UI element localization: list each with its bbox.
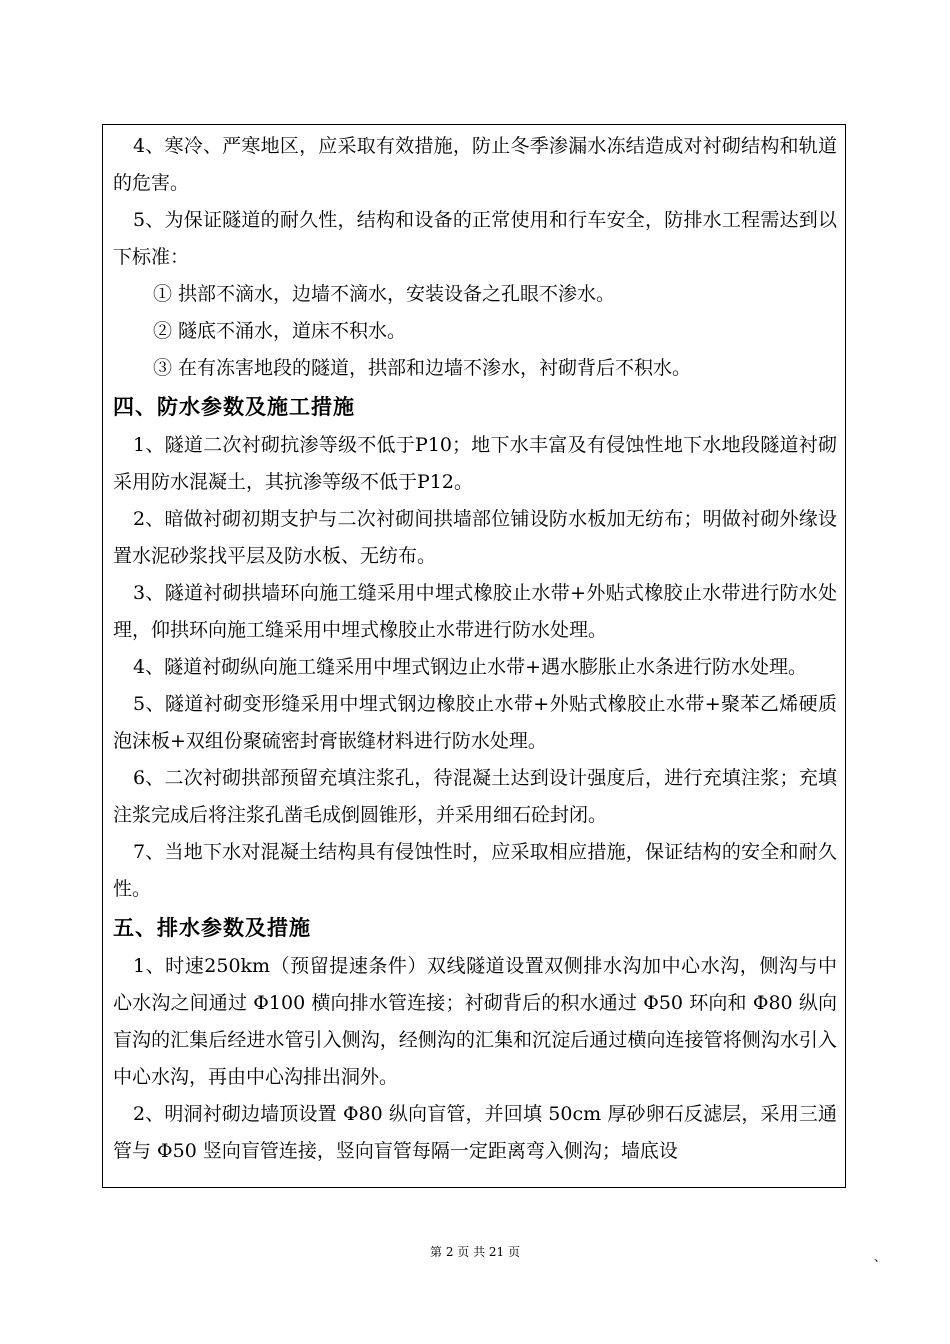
- waterproof-item-7: 7、当地下水对混凝土结构具有侵蚀性时，应采取相应措施，保证结构的安全和耐久性。: [113, 841, 837, 900]
- waterproof-item-5: 5、隧道衬砌变形缝采用中埋式钢边橡胶止水带+外贴式橡胶止水带+聚苯乙烯硬质泡沫板+双组份聚硫密封膏嵌缝材料进行防水处理。: [113, 693, 837, 752]
- section-heading-5: 五、排水参数及措施: [113, 916, 311, 940]
- waterproof-item-4: 4、隧道衬砌纵向施工缝采用中埋式钢边止水带+遇水膨胀止水条进行防水处理。: [133, 656, 808, 678]
- document-frame: [102, 124, 846, 1188]
- corner-mark: 、: [874, 1250, 887, 1264]
- drainage-item-2: 2、明洞衬砌边墙顶设置 Φ80 纵向盲管，并回填 50cm 厚砂卵石反滤层，采用三通管与 Φ50 竖向盲管连接，竖向盲管每隔一定距离弯入侧沟；墙底设: [113, 1103, 837, 1162]
- drainage-item-1: 1、时速250km（预留提速条件）双线隧道设置双侧排水沟加中心水沟，侧沟与中心水沟之间通过 Φ100 横向排水管连接；衬砌背后的积水通过 Φ50 环向和 Φ80 纵向盲沟的汇集后经进水管引入侧沟，经侧沟的汇集和沉淀后通过横向连接管将侧沟水引入中心水沟，再由中心沟排出洞外。: [113, 955, 837, 1088]
- standard-2: ② 隧底不涌水，道床不积水。: [153, 320, 407, 342]
- waterproof-item-2: 2、暗做衬砌初期支护与二次衬砌间拱墙部位铺设防水板加无纺布；明做衬砌外缘设置水泥砂浆找平层及防水板、无纺布。: [113, 508, 837, 567]
- waterproof-item-3: 3、隧道衬砌拱墙环向施工缝采用中埋式橡胶止水带+外贴式橡胶止水带进行防水处理，仰拱环向施工缝采用中埋式橡胶止水带进行防水处理。: [113, 582, 837, 641]
- paragraph-5: 5、为保证隧道的耐久性，结构和设备的正常使用和行车安全，防排水工程需达到以下标准：: [113, 209, 837, 268]
- page-number: 第 2 页 共 21 页: [430, 1245, 520, 1259]
- standard-1: ① 拱部不滴水，边墙不滴水，安装设备之孔眼不渗水。: [153, 283, 616, 305]
- section-heading-4: 四、防水参数及施工措施: [113, 395, 355, 419]
- waterproof-item-1: 1、隧道二次衬砌抗渗等级不低于P10；地下水丰富及有侵蚀性地下水地段隧道衬砌采用防水混凝土，其抗渗等级不低于P12。: [113, 434, 837, 493]
- standard-3: ③ 在有冻害地段的隧道，拱部和边墙不渗水，衬砌背后不积水。: [153, 357, 692, 379]
- waterproof-item-6: 6、二次衬砌拱部预留充填注浆孔，待混凝土达到设计强度后，进行充填注浆；充填注浆完成后将注浆孔凿毛成倒圆锥形，并采用细石砼封闭。: [113, 767, 837, 826]
- document-body: [113, 125, 837, 1170]
- paragraph-4: 4、寒冷、严寒地区，应采取有效措施，防止冬季渗漏水冻结造成对衬砌结构和轨道的危害。: [113, 135, 837, 194]
